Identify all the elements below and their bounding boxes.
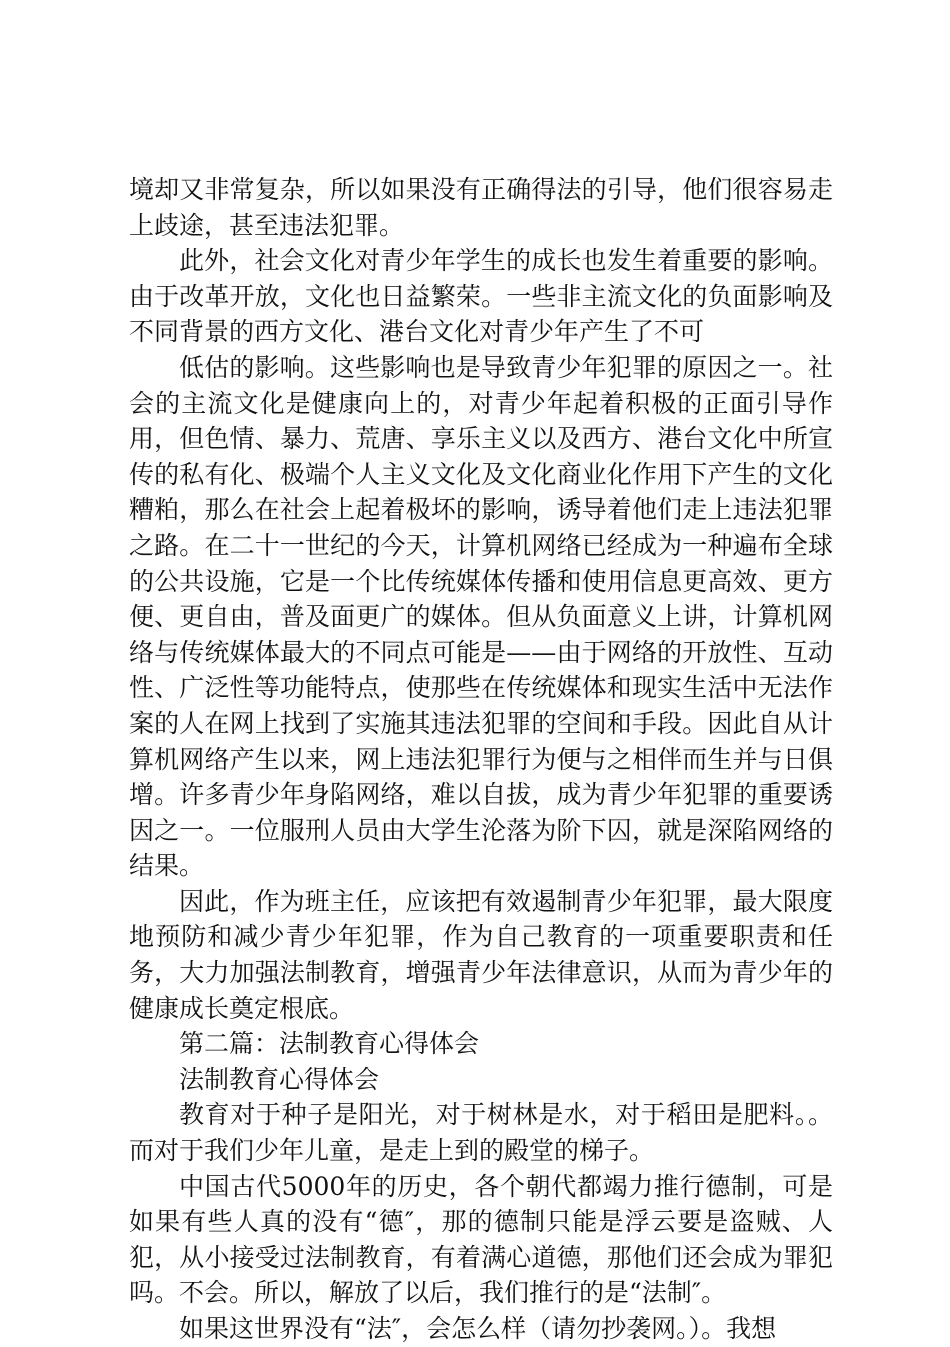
paragraph-4: 因此，作为班主任，应该把有效遏制青少年犯罪，最大限度地预防和减少青少年犯罪，作为自己教育的一项重要职责和任务，大力加强法制教育，增强青少年法律意识，从而为青少年的健康成长奠定根底。 bbox=[129, 886, 833, 1023]
paragraph-3: 低估的影响。这些影响也是导致青少年犯罪的原因之一。社会的主流文化是健康向上的，对青少年起着积极的正面引导作用，但色情、暴力、荒唐、享乐主义以及西方、港台文化中所宣传的私有化、极端个人主义文化及文化商业化作用下产生的文化糟粕，那么在社会上起着极坏的影响，诱导着他们走上违法犯罪之路。在二十一世纪的今天，计算机网络已经成为一种遍布全球的公共设施，它是一个比传统媒体传播和使用信息更高效、更方便、更自由，普及面更广的媒体。但从负面意义上讲，计算机网络与传统媒体最大的不同点可能是——由于网络的开放性、互动性、广泛性等功能特点，使那些在传统媒体和现实生活中无法作案的人在网上找到了实施其违法犯罪的空间和手段。因此自从计算机网络产生以来，网上违法犯罪行为便与之相伴而生并与日俱增。许多青少年身陷网络，难以自拔，成为青少年犯罪的重要诱因之一。一位服刑人员由大学生沦落为阶下囚，就是深陷网络的结果。 bbox=[129, 352, 833, 881]
document-body bbox=[129, 172, 833, 1347]
paragraph-1: 境却又非常复杂，所以如果没有正确得法的引导，他们很容易走上歧途，甚至违法犯罪。 bbox=[129, 175, 833, 240]
paragraph-2: 此外，社会文化对青少年学生的成长也发生着重要的影响。由于改革开放，文化也日益繁荣。一些非主流文化的负面影响及不同背景的西方文化、港台文化对青少年产生了不可 bbox=[129, 246, 833, 347]
paragraph-6: 中国古代5000年的历史，各个朝代都竭力推行德制，可是如果有些人真的没有“德″，那的德制只能是浮云要是盗贼、人犯，从小接受过法制教育，有着满心道德，那他们还会成为罪犯吗。不会。所以，解放了以后，我们推行的是“法制″。 bbox=[129, 1171, 833, 1308]
section-subtitle: 法制教育心得体会 bbox=[179, 1064, 380, 1094]
paragraph-7: 如果这世界没有“法″，会怎么样（请勿抄袭网。）。我想 bbox=[179, 1314, 777, 1343]
section-heading: 第二篇：法制教育心得体会 bbox=[179, 1029, 480, 1059]
paragraph-5: 教育对于种子是阳光，对于树林是水，对于稻田是肥料。。而对于我们少年儿童，是走上到的殿堂的梯子。 bbox=[129, 1100, 833, 1166]
